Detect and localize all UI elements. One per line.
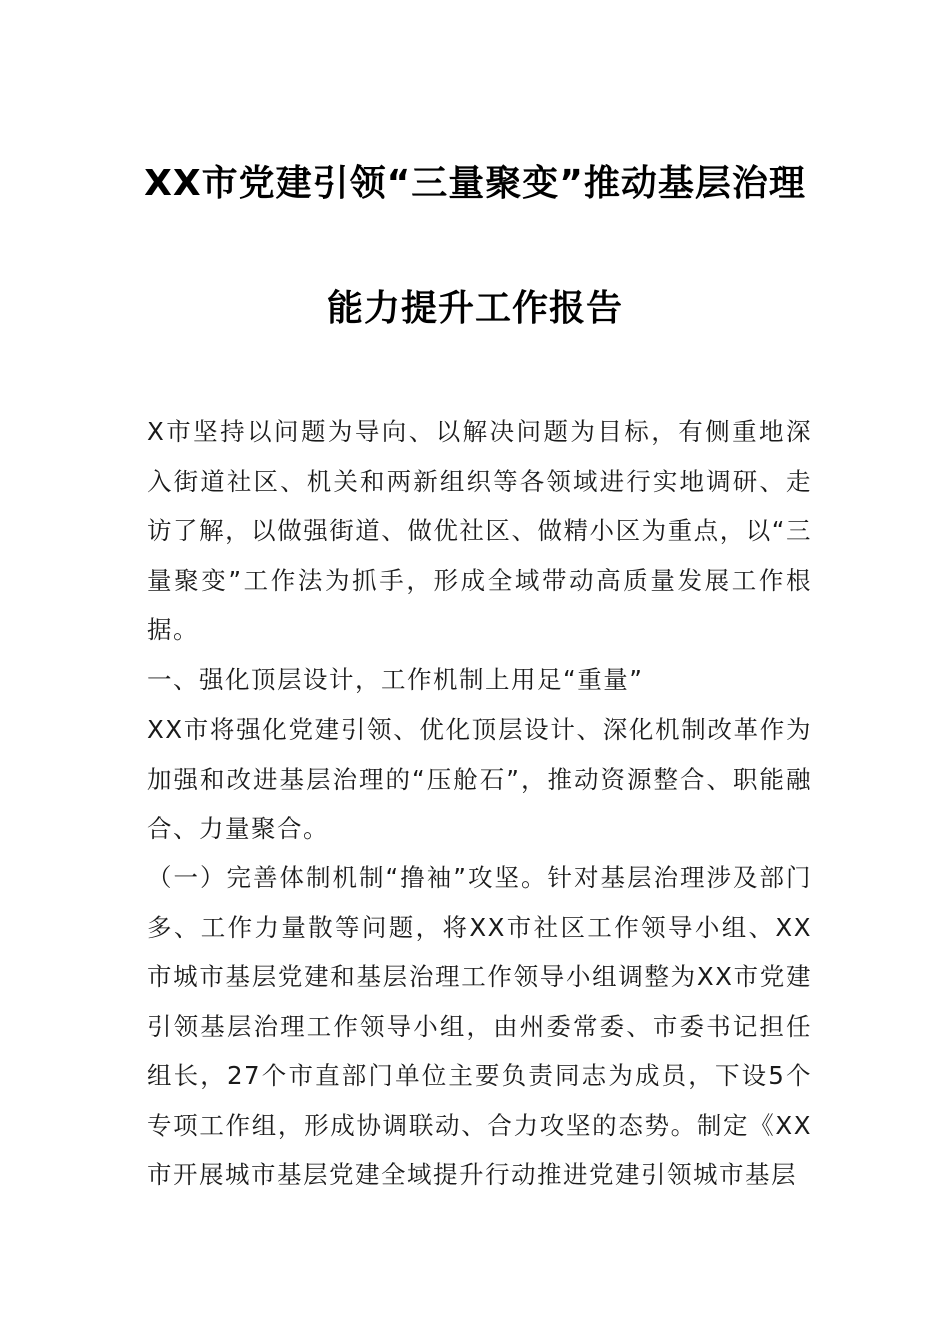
document-title-line-1: XX市党建引领“三量聚变”推动基层治理 xyxy=(144,163,806,204)
document-title-line-2: 能力提升工作报告 xyxy=(326,288,623,329)
intro-paragraph xyxy=(147,407,812,655)
subsection-paragraph xyxy=(147,853,812,1200)
paragraph-text: X市坚持以问题为导向、以解决问题为目标，有侧重地深入街道社区、机关和两新组织等各领域进行实地调研、走访了解，以做强街道、做优社区、做精小区为重点，以“三量聚变”工作法为抓手，形成全域带动高质量发展工作根据。 xyxy=(147,417,812,644)
section-paragraph xyxy=(147,705,812,854)
paragraph-text: （一）完善体制机制“撸袖”攻坚。针对基层治理涉及部门多、工作力量散等问题，将XX市社区工作领导小组、XX市城市基层党建和基层治理工作领导小组调整为XX市党建引领基层治理工作领导小组，由州委常委、市委书记担任组长，27个市直部门单位主要负责同志为成员，下设5个专项工作组，形成协调联动、合力攻坚的态势。制定《XX市开展城市基层党建全域提升行动推进党建引领城市基层 xyxy=(147,863,812,1189)
paragraph-text: XX市将强化党建引领、优化顶层设计、深化机制改革作为加强和改进基层治理的“压舱石”，推动资源整合、职能融合、力量聚合。 xyxy=(147,715,812,843)
section-heading xyxy=(147,655,812,705)
section-heading-text: 一、强化顶层设计，工作机制上用足“重量” xyxy=(147,665,644,694)
